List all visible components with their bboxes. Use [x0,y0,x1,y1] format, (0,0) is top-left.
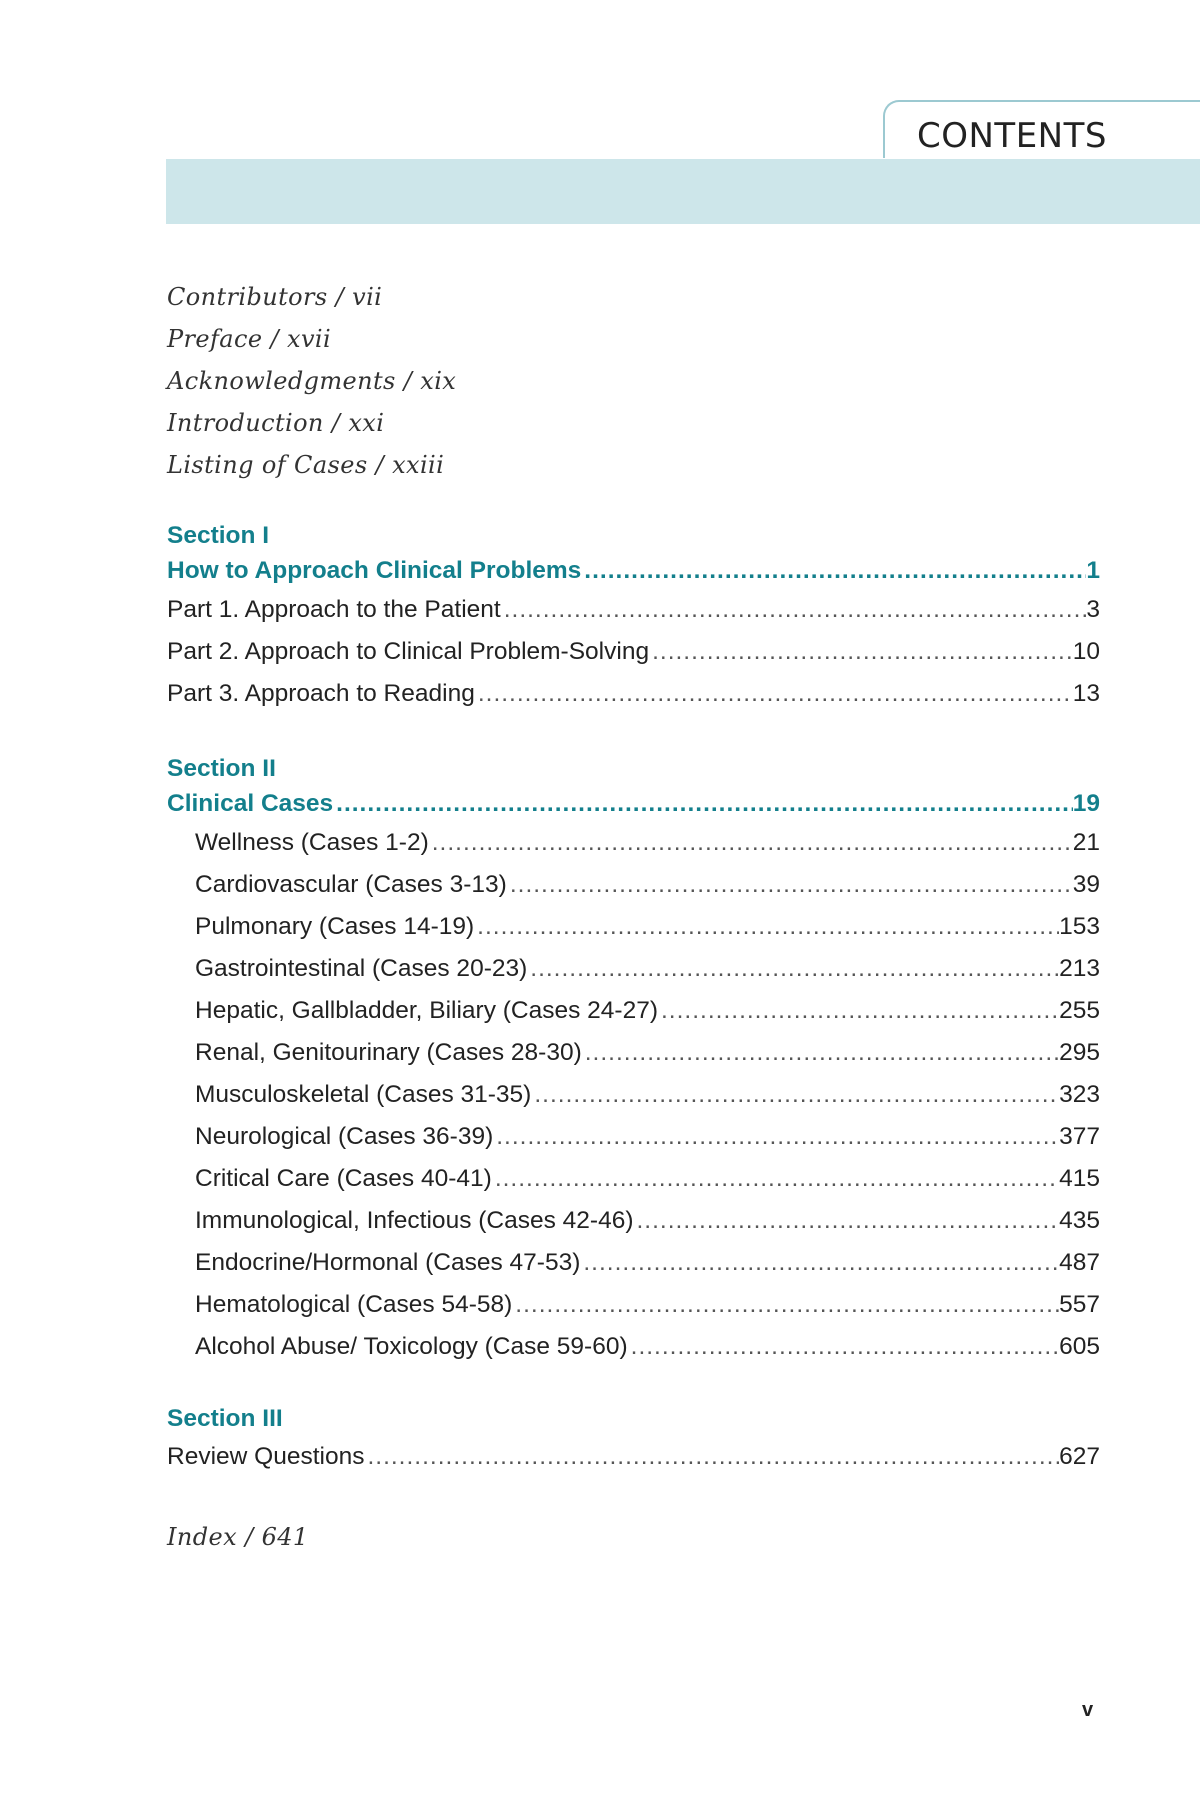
entry-label: Hepatic, Gallbladder, Biliary (Cases 24-27) [195,997,658,1024]
index-entry[interactable]: Index / 641 [167,1523,309,1551]
toc-entry[interactable] [167,1074,1100,1116]
entry-label: Hematological (Cases 54-58) [195,1291,513,1318]
entry-label: How to Approach Clinical Problems [167,557,582,584]
entry-page: 627 [1059,1443,1100,1470]
entry-page: 3 [1086,596,1100,623]
entry-label: Review Questions [167,1443,365,1470]
entry-page: 213 [1059,955,1100,982]
toc-entry[interactable] [167,822,1100,864]
entry-label: Pulmonary (Cases 14-19) [195,913,475,940]
entry-page: 21 [1072,829,1100,856]
dot-leader [364,1436,1059,1478]
dot-leader [531,1074,1059,1116]
entry-page: 323 [1059,1081,1100,1108]
entry-label: Part 3. Approach to Reading [167,680,475,707]
toc-entry[interactable] [167,906,1100,948]
section-1 [167,519,1100,715]
dot-leader [429,822,1073,864]
dot-leader [475,673,1073,715]
toc-entry[interactable] [167,1436,1100,1478]
toc-entry[interactable] [167,864,1100,906]
entry-page: 295 [1059,1039,1100,1066]
entry-label: Critical Care (Cases 40-41) [195,1165,492,1192]
dot-leader [658,990,1059,1032]
entry-label: Endocrine/Hormonal (Cases 47-53) [195,1249,581,1276]
toc-entry[interactable] [167,589,1100,631]
entry-label: Part 2. Approach to Clinical Problem-Solving [167,638,650,665]
dot-leader [581,553,1086,589]
section-heading-entry[interactable] [167,553,1100,589]
toc-entry[interactable] [167,1326,1100,1368]
entry-page: 10 [1072,638,1100,665]
entry-label: Wellness (Cases 1-2) [195,829,429,856]
header-band [166,159,1200,224]
entry-page: 13 [1072,680,1100,707]
toc-entry[interactable] [167,948,1100,990]
front-matter-item[interactable]: Introduction / xxi [167,409,385,437]
dot-leader [633,1200,1059,1242]
entry-label: Cardiovascular (Cases 3-13) [195,871,507,898]
entry-page: 1 [1086,557,1100,584]
dot-leader [501,589,1087,631]
section-heading-entry[interactable] [167,786,1100,822]
dot-leader [649,631,1073,673]
dot-leader [493,1116,1059,1158]
entry-label: Musculoskeletal (Cases 31-35) [195,1081,532,1108]
dot-leader [527,948,1059,990]
section-label: Section II [167,755,276,782]
toc-entry[interactable] [167,1242,1100,1284]
entry-label: Immunological, Infectious (Cases 42-46) [195,1207,634,1234]
entry-page: 377 [1059,1123,1100,1150]
section-label: Section I [167,522,270,549]
entry-page: 153 [1059,913,1100,940]
toc-entry[interactable] [167,1200,1100,1242]
page-number: v [1082,1699,1094,1721]
front-matter-item[interactable]: Contributors / vii [167,283,383,311]
toc-entry[interactable] [167,1116,1100,1158]
entry-page: 415 [1059,1165,1100,1192]
entry-page: 487 [1059,1249,1100,1276]
entry-label: Gastrointestinal (Cases 20-23) [195,955,528,982]
entry-page: 19 [1072,790,1100,817]
entry-label: Clinical Cases [167,790,334,817]
front-matter-item[interactable]: Acknowledgments / xix [167,367,457,395]
entry-label: Neurological (Cases 36-39) [195,1123,494,1150]
dot-leader [333,786,1073,822]
front-matter-item[interactable]: Preface / xvii [167,325,332,353]
entry-page: 557 [1059,1291,1100,1318]
dot-leader [628,1326,1059,1368]
front-matter-item[interactable]: Listing of Cases / xxiii [167,451,445,479]
dot-leader [580,1242,1059,1284]
dot-leader [512,1284,1059,1326]
page-title: CONTENTS [917,116,1107,156]
entry-label: Alcohol Abuse/ Toxicology (Case 59-60) [195,1333,628,1360]
section-label: Section III [167,1405,283,1432]
toc-entry[interactable] [167,631,1100,673]
entry-label: Renal, Genitourinary (Cases 28-30) [195,1039,582,1066]
toc-entry[interactable] [167,673,1100,715]
section-2 [167,752,1100,1368]
dot-leader [474,906,1059,948]
toc-entry[interactable] [167,1158,1100,1200]
entry-page: 605 [1059,1333,1100,1360]
entry-page: 435 [1059,1207,1100,1234]
front-matter-list [167,276,456,486]
dot-leader [492,1158,1059,1200]
entry-label: Part 1. Approach to the Patient [167,596,501,623]
dot-leader [507,864,1073,906]
toc-entry[interactable] [167,1284,1100,1326]
section-3 [167,1402,1100,1478]
dot-leader [582,1032,1059,1074]
toc-entry[interactable] [167,990,1100,1032]
entry-page: 255 [1059,997,1100,1024]
entry-page: 39 [1072,871,1100,898]
toc-entry[interactable] [167,1032,1100,1074]
